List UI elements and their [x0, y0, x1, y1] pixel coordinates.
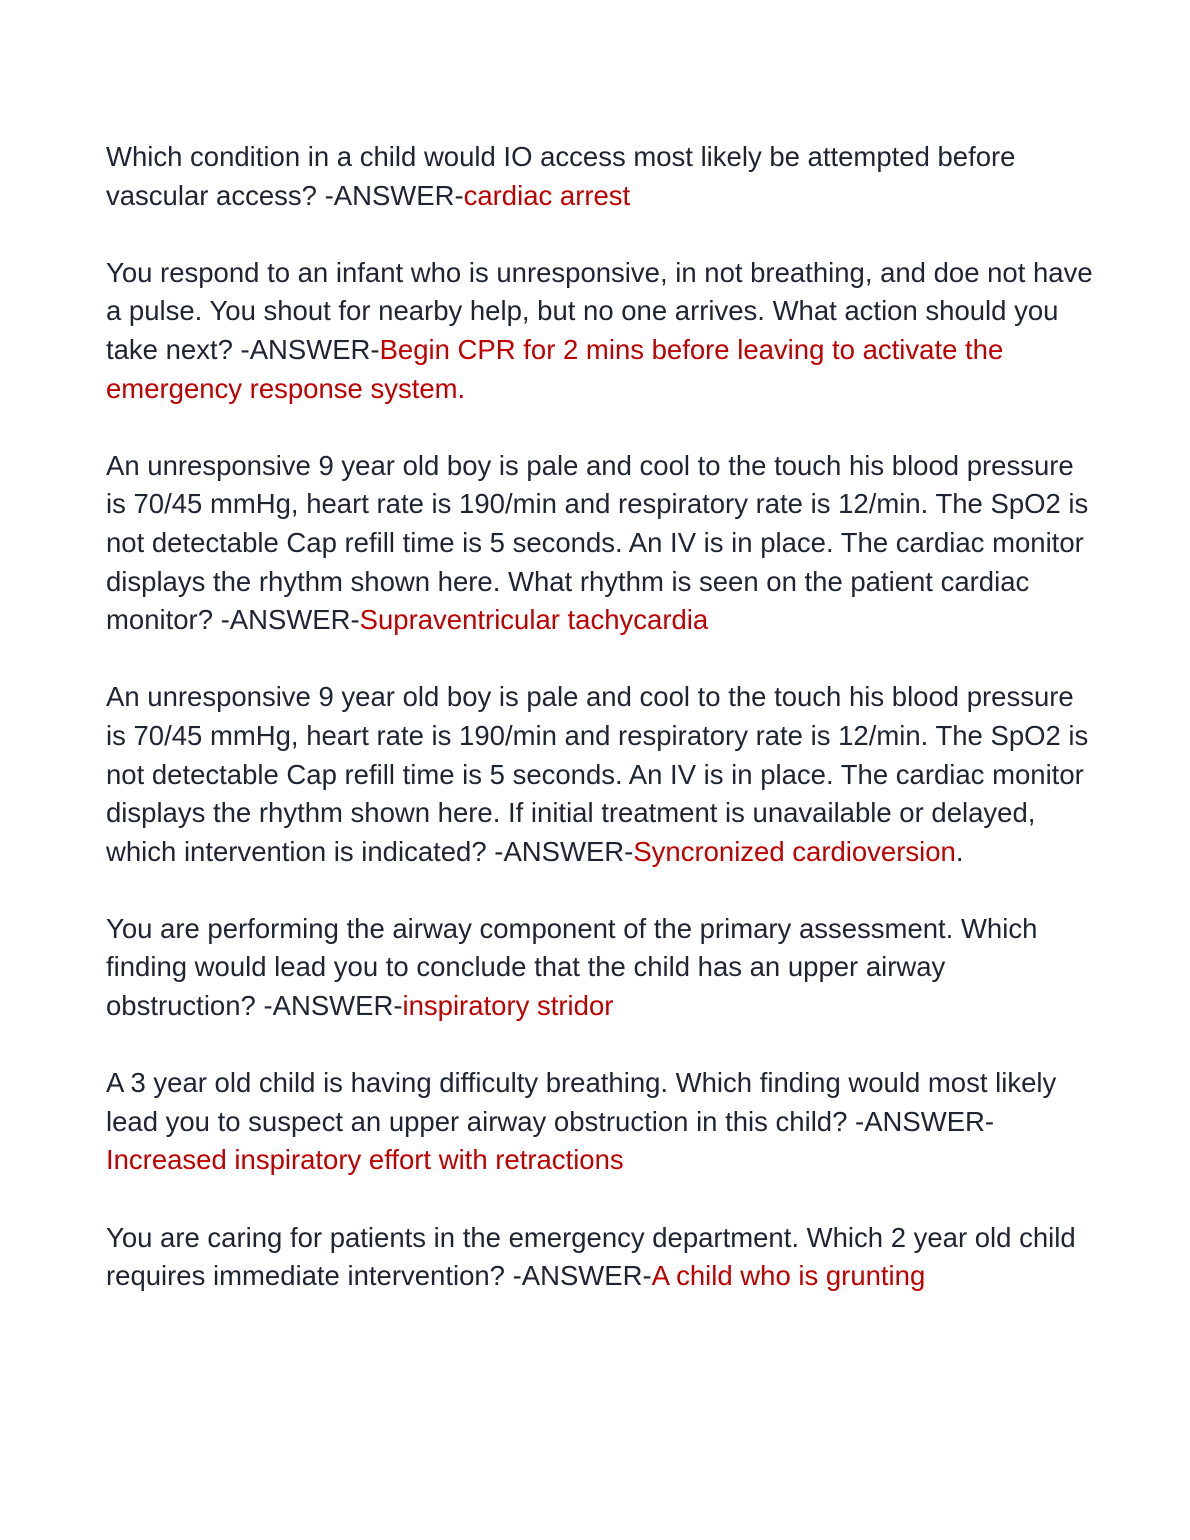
question-text: Which condition in a child would IO access most likely be attempted before vascular access? — [106, 141, 1016, 211]
answer-text: Syncronized cardioversion — [633, 835, 956, 867]
answer-text: Supraventricular tachycardia — [359, 604, 709, 636]
answer-text: inspiratory stridor — [402, 990, 614, 1022]
question-text: A 3 year old child is having difficulty breathing. Which finding would most likely lead you to suspect an upper airway obstruction in this child? — [106, 1067, 1057, 1137]
qa-item — [106, 910, 1096, 1026]
answer-text: Begin CPR for 2 mins before leaving to activate the emergency response system. — [106, 333, 1004, 404]
answer-text: cardiac arrest — [463, 179, 631, 211]
answer-text: A child who is grunting — [651, 1260, 926, 1292]
question-text: An unresponsive 9 year old boy is pale and cool to the touch his blood pressure is 70/45 mmHg, heart rate is 190/min and respiratory rate is 12/min. The SpO2 is not detectable Cap refill time is 5 seconds. An IV is in place. The cardiac monitor displays the rhythm shown here. What rhythm is seen on the patient cardiac monitor? — [106, 449, 1089, 636]
document-body — [106, 138, 1096, 1334]
question-text: You respond to an infant who is unresponsive, in not breathing, and doe not have a pulse. You shout for nearby help, but no one arrives. What action should you take next? — [106, 256, 1093, 365]
qa-item — [106, 1219, 1096, 1296]
answer-marker: -ANSWER- — [486, 835, 634, 867]
answer-text: Increased inspiratory effort with retractions — [106, 1144, 624, 1176]
qa-item — [106, 254, 1096, 408]
answer-suffix: . — [955, 835, 964, 867]
question-text: You are caring for patients in the emergency department. Which 2 year old child requires immediate intervention? — [106, 1221, 1076, 1292]
answer-marker: -ANSWER- — [255, 990, 403, 1022]
qa-item — [106, 138, 1096, 215]
question-text: An unresponsive 9 year old boy is pale and cool to the touch his blood pressure is 70/45 mmHg, heart rate is 190/min and respiratory rate is 12/min. The SpO2 is not detectable Cap refill time is 5 seconds. An IV is in place. The cardiac monitor displays the rhythm shown here. If initial treatment is unavailable or delayed, which intervention is indicated? — [106, 681, 1089, 867]
answer-marker: -ANSWER- — [213, 604, 360, 636]
answer-marker: -ANSWER- — [232, 333, 380, 365]
answer-marker: -ANSWER- — [316, 179, 464, 211]
qa-item — [106, 447, 1096, 640]
question-text: You are performing the airway component of the primary assessment. Which finding would lead you to conclude that the child has an upper airway obstruction? — [106, 912, 1038, 1022]
answer-marker: -ANSWER- — [847, 1105, 995, 1137]
qa-item — [106, 1064, 1096, 1180]
answer-marker: -ANSWER- — [504, 1260, 652, 1292]
qa-item — [106, 678, 1096, 871]
